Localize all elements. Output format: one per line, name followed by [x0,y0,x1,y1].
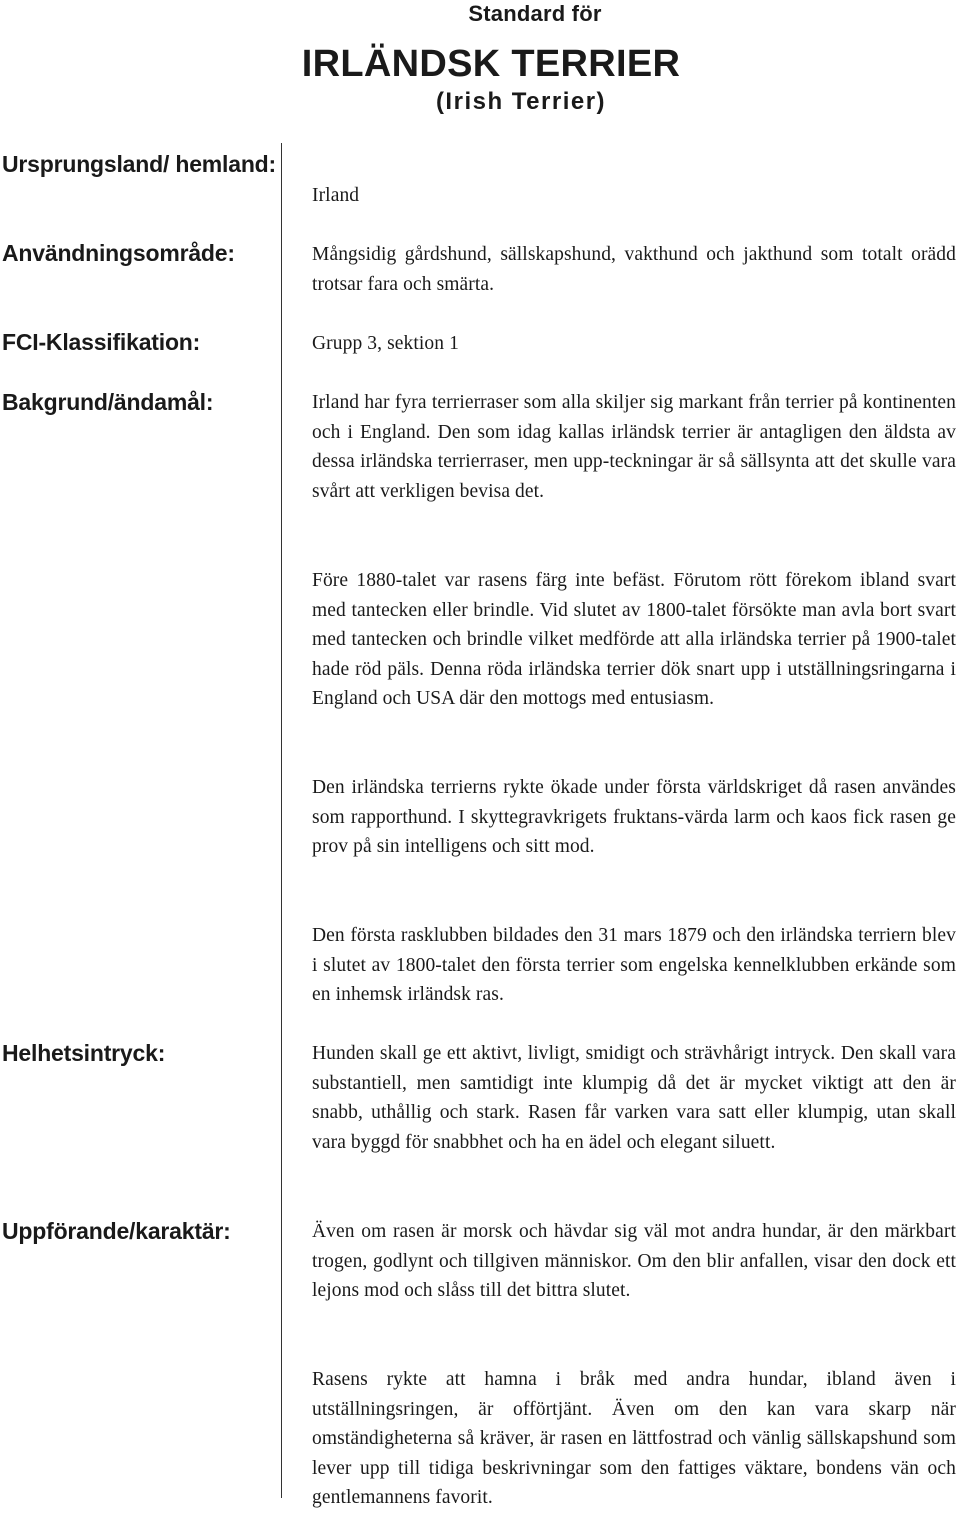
fci-text: Grupp 3, sektion 1 [312,333,459,354]
origin-text: Irland [312,185,360,206]
background-paragraph: Före 1880-talet var rasens färg inte befäst. Förutom rött förekom ibland svart med tantecken eller brindle. Vid slutet av 1800-talet försökte man avla bort svart med tantecken och brindle vilket medförde att alla irländska terrier på 1900-talet hade röd päls. Denna röda irländska terrier dök snart upp i utställningsringarna i England och USA där den mottogs med entusiasm. [312,570,956,710]
temperament-paragraph: Även om rasen är morsk och hävdar sig väl mot andra hundar, är den märkbart trogen, godlynt och tillgiven människor. Om den blir anfallen, visar den dock ett lejons mod och slåss till det bittra slutet. [312,1221,956,1302]
general-text: Hunden skall ge ett aktivt, livligt, smidigt och strävhårigt intryck. Den skall vara substantiell, men samtidigt inte klumpig då det är mycket viktigt att den är snabb, uthållig och stark. Rasen får varken vara satt eller klumpig, utan skall vara byggd för snabbhet och ha en ädel och elegant siluett. [312,1043,956,1153]
temperament-label: Uppförande/karaktär: [2,1218,231,1244]
background-paragraph: Den irländska terrierns rykte ökade under första världskriget då rasen användes som rapporthund. I skyttegravkrigets fruktans-värda larm och kaos fick rasen ge prov på sin intelligens och sitt mod. [312,777,956,858]
breed-title: IRLÄNDSK TERRIER [301,43,681,85]
temperament-paragraph: Rasens rykte att hamna i bråk med andra hundar, ibland även i utställningsringen, är offörtjänt. Även om den kan vara skarp när omständigheterna så kräver, är rasen en lättfostrad och vänlig sällskapshund som lever upp till tidiga beskrivningar som den fattiges väktare, bondens vän och gentlemannens favorit. [312,1369,956,1509]
background-paragraph: Den första rasklubben bildades den 31 mars 1879 och den irländska terriern blev i slutet av 1800-talet den första terrier som engelska kennelklubben erkände som en inhemsk irländsk ras. [312,925,956,1006]
fci-label: FCI-Klassifikation: [2,329,201,355]
column-divider [281,143,282,1498]
background-paragraph: Irland har fyra terrierraser som alla skiljer sig markant från terrier på kontinenten och i England. Den som idag kallas irländsk terrier är antagligen den äldsta av dessa irländska terrierraser, men upp-teckningar är så sällsynta att det skulle vara svårt att verkligen bevisa det. [312,392,956,502]
origin-label: Ursprungsland/ hemland: [2,151,276,177]
usage-label: Användningsområde: [2,240,235,266]
breed-subtitle: (Irish Terrier) [435,88,607,115]
usage-text: Mångsidig gårdshund, sällskapshund, vakthund och jakthund som totalt orädd trotsar fara och smärta. [312,244,956,295]
background-label: Bakgrund/ändamål: [2,389,214,415]
general-label: Helhetsintryck: [2,1040,166,1066]
standard-kicker: Standard för [468,1,602,26]
